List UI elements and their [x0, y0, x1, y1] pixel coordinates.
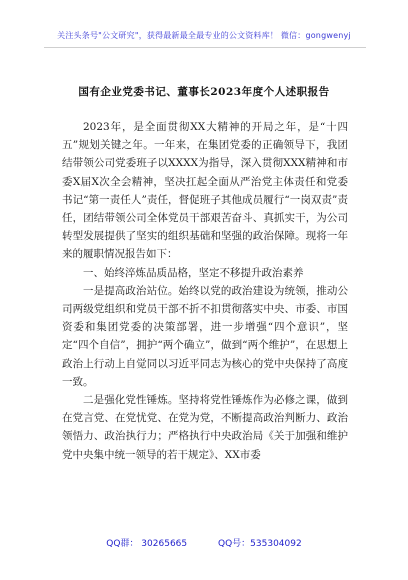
section-heading-1: 一、始终淬炼品质品格，坚定不移提升政治素养	[83, 266, 304, 279]
paragraph-intro: 2023年，是全面贯彻XX大精神的开局之年，是“十四五”规划关键之年。一年来，在集团党委的正确领导下，我团结带领公司党委班子以XXXX为指导，深入贯彻XXX精神和市委X届X次全会精神，坚决扛起全面从严治党主体责任和党委书记“第一责任人”责任，督促班子其他成员履行“一岗双责”责任，团结带领公司全体党员干部艰苦奋斗、真抓实干，为公司转型发展提供了坚实的组织基础和坚强的政治保障。现将一年来的履职情况报告如下：	[62, 121, 348, 261]
document-body	[62, 118, 348, 464]
header-note: 关注头条号"公文研究"，获得最新最全最专业的公文资料库！ 微信：gongwenyj	[57, 31, 351, 40]
footer-qq-group: QQ群： 30265665	[106, 539, 188, 549]
paragraph-point-2: 二是强化党性锤炼。坚持将党性锤炼作为必修之课，做到在党言党、在党忧党、在党为党，不断提高政治判断力、政治领悟力、政治执行力；严格执行中央政治局《关于加强和维护党中央集中统一领导的若干规定》、XX市委	[62, 394, 348, 461]
paragraph-point-1: 一是提高政治站位。始终以党的政治建设为统领，推动公司两级党组织和党员干部不折不扣贯彻落实中央、市委、市国资委和集团党委的决策部署，进一步增强“四个意识”，坚定“四个自信”，拥护“两个确立”，做到“两个维护”，在思想上政治上行动上自觉同以习近平同志为核心的党中央保持了高度一致。	[62, 284, 348, 388]
footer-qq-number: QQ号：535304092	[218, 539, 302, 549]
document-title: 国有企业党委书记、董事长2023年度个人述职报告	[78, 86, 330, 98]
header-divider	[44, 47, 366, 48]
footer-contact	[0, 536, 408, 549]
